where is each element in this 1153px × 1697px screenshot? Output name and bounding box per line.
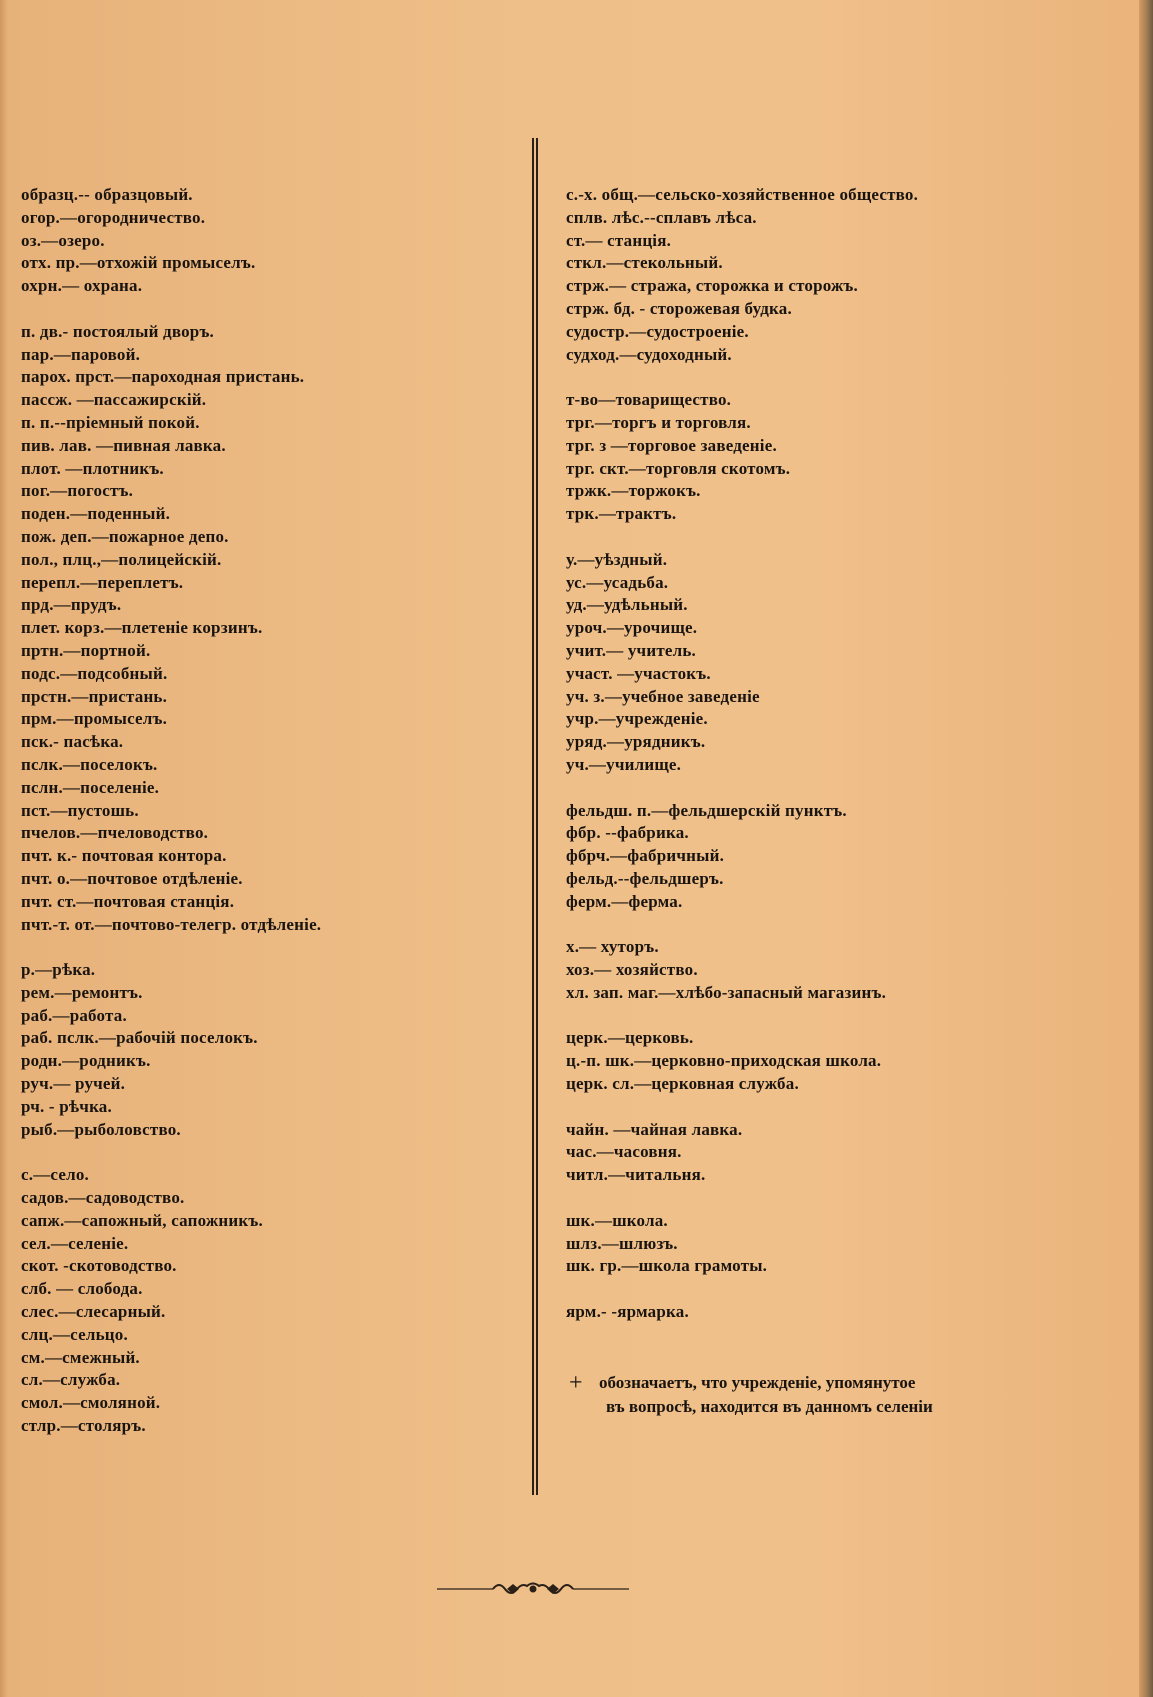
left-abbreviation-entry: плет. корз.—плетеніе корзинъ. [21,618,263,638]
right-abbreviation-gap [566,777,1086,800]
right-abbreviation-entry: уд.—удѣльный. [566,595,688,615]
right-abbreviation-entry: уряд.—урядникъ. [566,732,706,752]
right-abbreviation-entry: учит.— учитель. [566,640,697,660]
left-abbreviation-entry: рч. - рѣчка. [21,1096,112,1116]
right-abbreviation-entry: шлз.—шлюзъ. [566,1233,678,1253]
left-abbreviation-entry: слес.—слесарный. [21,1302,166,1322]
left-abbreviation-gap [21,936,521,959]
right-abbreviation-entry: фбрч.—фабричный. [566,846,725,866]
right-abbreviation-entry: т-во—товарищество. [566,390,732,410]
left-abbreviation-entry: образц.-- образцовый. [21,185,193,204]
left-abbreviation-column [21,184,521,1438]
right-abbreviation-entry: хоз.— хозяйство. [566,960,698,980]
left-abbreviation-entry: раб. пслк.—рабочій поселокъ. [21,1028,258,1048]
left-abbreviation-entry: пск.- пасѣка. [21,732,124,752]
right-abbreviation-entry: сткл.—стекольный. [566,253,723,273]
left-abbreviation-entry: пог.—погостъ. [21,481,134,501]
left-abbreviation-gap [21,298,521,321]
left-abbreviation-entry: пpcтн.—пристань. [21,686,168,706]
right-abbreviation-entry: ст.— станція. [566,230,672,250]
right-abbreviation-entry: церк. сл.—церковная служба. [566,1074,799,1094]
right-abbreviation-entry: участ. —участокъ. [566,663,711,683]
right-abbreviation-entry: шк.—школа. [566,1210,668,1230]
left-abbreviation-entry: пслн.—поселеніе. [21,777,160,797]
left-abbreviation-entry: сапж.—сапожный, сапожникъ. [21,1210,263,1230]
right-abbreviation-entry: чайн. —чайная лавка. [566,1119,743,1139]
right-abbreviation-entry: хл. зап. маг.—хлѣбо-запасный магазинъ. [566,982,887,1002]
left-abbreviation-entry: огор.—огородничество. [21,207,206,227]
footnote [569,1371,1069,1418]
left-abbreviation-entry: рем.—ремонтъ. [21,982,143,1002]
right-abbreviation-gap [566,366,1086,389]
left-abbreviation-entry: оз.—озеро. [21,230,105,250]
left-abbreviation-entry: пчт. к.- почтовая контора. [21,846,227,866]
right-abbreviation-entry: фельд.--фельдшеръ. [566,868,724,888]
left-abbreviation-entry: сл.—служба. [21,1370,121,1390]
ornament-divider [437,1578,629,1600]
right-abbreviation-column [566,184,1086,1324]
right-abbreviation-entry: ферм.—ферма. [566,891,683,911]
left-abbreviation-entry: охрн.— охрана. [21,276,143,296]
left-abbreviation-entry: плот. —плотникъ. [21,458,164,478]
right-abbreviation-gap [566,526,1086,549]
left-abbreviation-entry: садов.—садоводство. [21,1188,185,1208]
left-abbreviation-entry: пчт. о.—почтовое отдѣленіе. [21,868,243,888]
left-abbreviation-entry: п. п.--пріемный покой. [21,412,200,432]
left-abbreviation-entry: сел.—селеніе. [21,1233,129,1253]
footnote-text-1: обозначаетъ, что учрежденіе, упомянутое [599,1373,916,1392]
right-abbreviation-entry: сплв. лѣс.--сплавъ лѣса. [566,207,757,227]
right-abbreviation-entry: трк.—трактъ. [566,504,677,524]
left-abbreviation-entry: прд.—прудъ. [21,595,122,615]
left-abbreviation-entry: см.—смежный. [21,1347,140,1367]
right-abbreviation-entry: трг. з —торговое заведеніе. [566,435,777,455]
left-abbreviation-entry: скот. -скотоводство. [21,1256,177,1276]
left-abbreviation-entry: пол., плц.,—полицейскій. [21,549,222,569]
footnote-text-2: въ вопросѣ, находится въ данномъ селеніи [606,1397,933,1416]
right-abbreviation-entry: ус.—усадьба. [566,572,669,592]
right-abbreviation-entry: трг.—торгъ и торговля. [566,412,751,432]
left-abbreviation-entry: перепл.—переплетъ. [21,572,184,592]
left-abbreviation-entry: пслк.—поселокъ. [21,754,158,774]
left-abbreviation-entry: пчелов.—пчеловодство. [21,823,209,843]
footnote-line-1 [569,1371,1069,1395]
left-abbreviation-entry: пож. деп.—пожарное депо. [21,526,229,546]
right-abbreviation-gap [566,1187,1086,1210]
right-abbreviation-gap [566,1278,1086,1301]
left-abbreviation-entry: с.—село. [21,1165,89,1185]
right-abbreviation-entry: трг. скт.—торговля скотомъ. [566,458,791,478]
left-abbreviation-entry: п. дв.- постоялый дворъ. [21,321,215,341]
left-abbreviation-entry: подс.—подсобный. [21,663,168,683]
right-abbreviation-entry: судостр.—судостроеніе. [566,321,749,341]
left-abbreviation-entry: родн.—родникъ. [21,1051,151,1071]
left-abbreviation-entry: смол.—смоляной. [21,1393,161,1413]
left-abbreviation-entry: парох. прст.—пароходная пристань. [21,367,305,387]
right-abbreviation-entry: стрж. бд. - сторожевая будка. [566,298,792,318]
left-abbreviation-entry: пассж. —пассажирскій. [21,390,207,410]
left-abbreviation-entry: слц.—сельцо. [21,1324,128,1344]
right-abbreviation-entry: фбр. --фабрика. [566,823,689,843]
right-abbreviation-gap [566,1096,1086,1119]
left-abbreviation-entry: слб. — слобода. [21,1279,143,1299]
right-abbreviation-entry: фельдш. п.—фельдшерскій пунктъ. [566,800,847,820]
left-abbreviation-entry: поден.—поденный. [21,504,171,524]
page-left-edge [0,0,8,1697]
right-abbreviation-entry: шк. гр.—школа грамоты. [566,1256,768,1276]
right-abbreviation-entry: уч. з.—учебное заведеніе [566,686,760,706]
right-abbreviation-gap [566,1005,1086,1028]
right-abbreviation-entry: ц.-п. шк.—церковно-приходская школа. [566,1051,882,1071]
left-abbreviation-entry: пар.—паровой. [21,344,141,364]
right-abbreviation-entry: судход.—судоходный. [566,344,732,364]
right-abbreviation-entry: уроч.—урочище. [566,618,698,638]
left-abbreviation-entry: пст.—пустошь. [21,800,139,820]
right-abbreviation-entry: час.—часовня. [566,1142,682,1162]
right-abbreviation-entry: с.-х. общ.—сельско-хозяйственное общество. [566,185,919,204]
plus-symbol: + [569,1370,583,1396]
right-abbreviation-gap [566,914,1086,937]
left-abbreviation-entry: раб.—работа. [21,1005,127,1025]
right-abbreviation-entry: церк.—церковь. [566,1028,694,1048]
right-abbreviation-entry: х.— хуторъ. [566,937,659,957]
left-abbreviation-entry: руч.— ручей. [21,1074,126,1094]
left-abbreviation-entry: прм.—промыселъ. [21,709,168,729]
page-right-edge [1139,0,1153,1697]
left-abbreviation-entry: р.—рѣка. [21,960,96,980]
left-abbreviation-entry: пчт. ст.—почтовая станція. [21,891,235,911]
right-abbreviation-entry: ярм.- -ярмарка. [566,1302,689,1322]
right-abbreviation-entry: тржк.—торжокъ. [566,481,701,501]
left-abbreviation-entry: стлр.—столяръ. [21,1416,146,1436]
left-abbreviation-entry: пчт.-т. от.—почтово-телегр. отдѣленіе. [21,914,322,934]
left-abbreviation-entry: пив. лав. —пивная лавка. [21,435,226,455]
right-abbreviation-entry: читл.—читальня. [566,1165,706,1185]
column-divider [532,138,538,1495]
left-abbreviation-entry: пртн.—портной. [21,640,151,660]
left-abbreviation-entry: рыб.—рыболовство. [21,1119,181,1139]
right-abbreviation-entry: стрж.— стража, сторожка и сторожъ. [566,276,858,296]
right-abbreviation-entry: у.—уѣздный. [566,549,668,569]
right-abbreviation-entry: учр.—учрежденіе. [566,709,708,729]
left-abbreviation-entry: отх. пр.—отхожій промыселъ. [21,253,256,273]
left-abbreviation-gap [21,1141,521,1164]
right-abbreviation-entry: уч.—училище. [566,754,682,774]
